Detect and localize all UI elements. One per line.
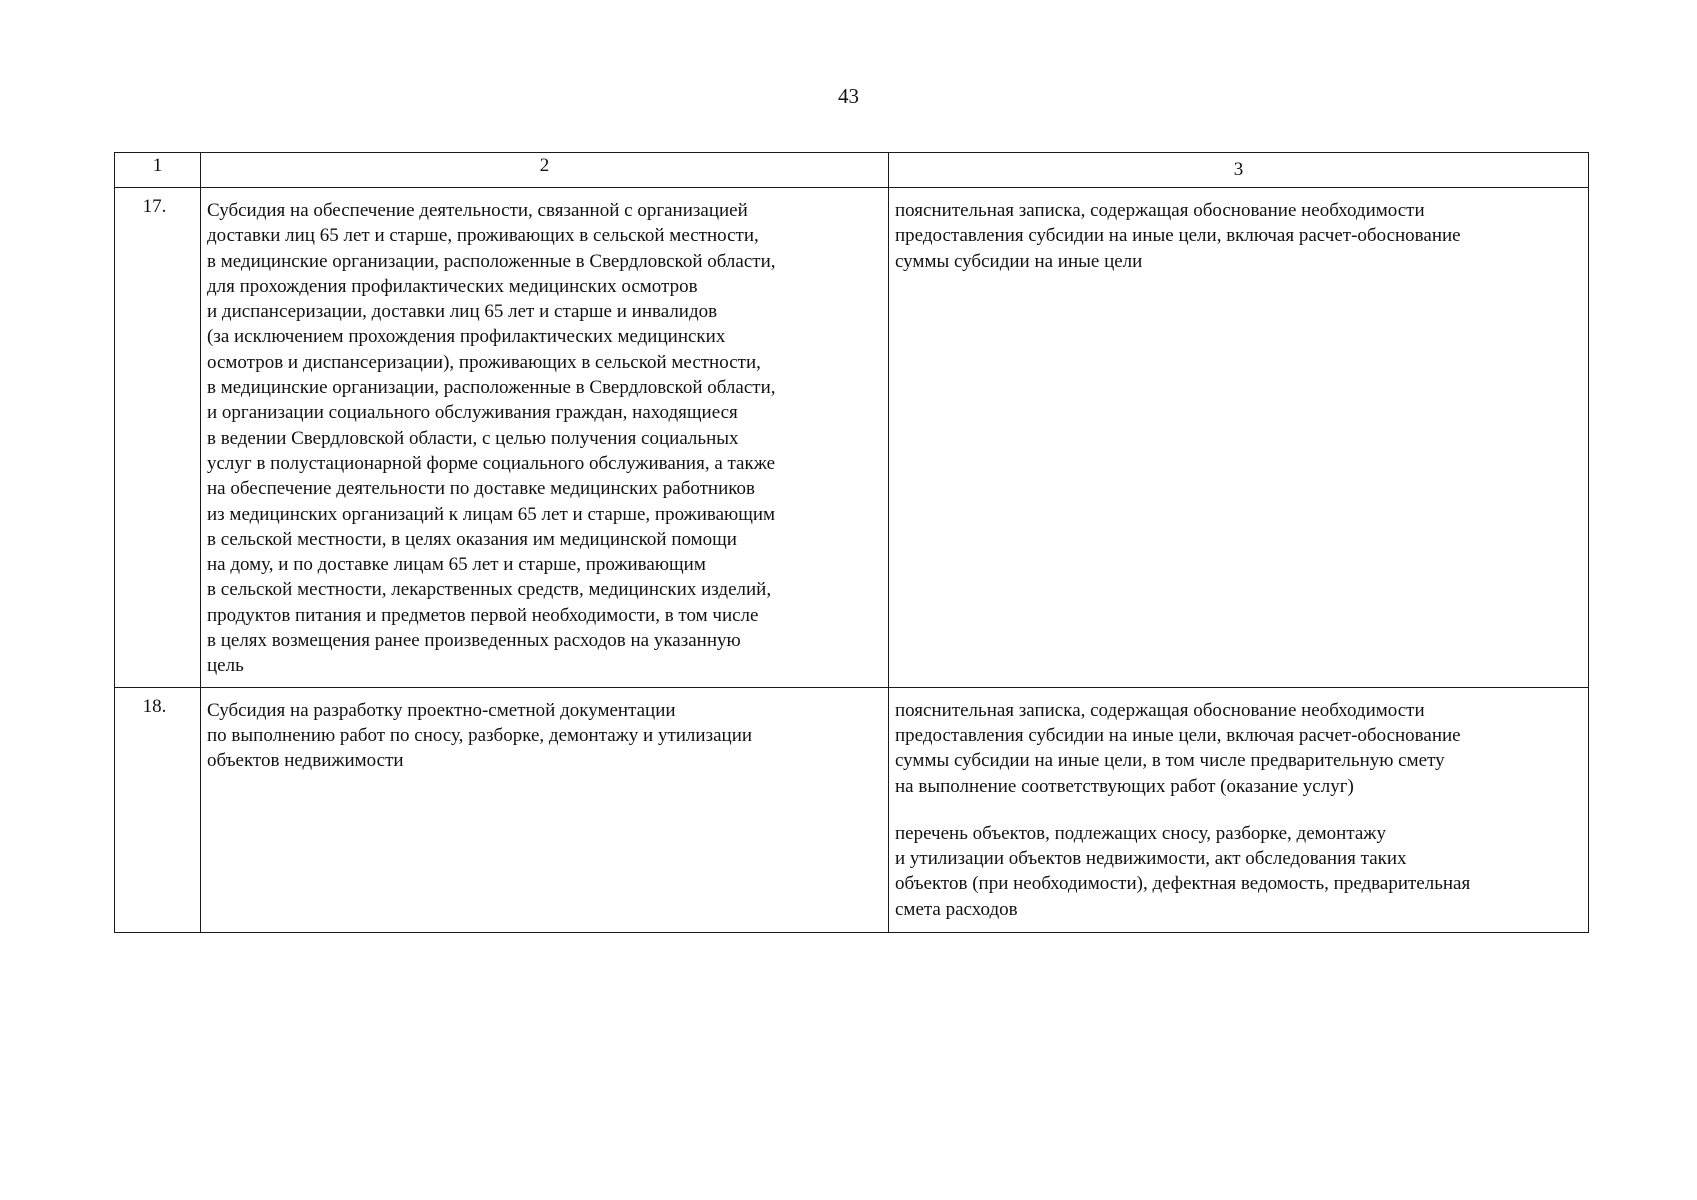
subsidy-description: Субсидия на разработку проектно-сметной документации по выполнению работ по сносу, разборке, демонтажу и утилизации объектов недвижимости bbox=[207, 699, 753, 772]
column-header-1: 1 bbox=[115, 153, 201, 188]
table-row bbox=[115, 687, 1589, 932]
required-document-text: пояснительная записка, содержащая обоснование необходимости предоставления субсидии на иные цели, включая расчет-обоснование суммы субсидии на иные цели bbox=[895, 200, 1461, 272]
required-document-text: пояснительная записка, содержащая обоснование необходимости предоставления субсидии на иные цели, включая расчет-обоснование суммы субсидии на иные цели, в том числе предварительную смету на выполнение соответствующих работ (оказание услуг) bbox=[895, 699, 1461, 797]
required-documents-cell bbox=[889, 188, 1589, 688]
required-documents-cell bbox=[889, 687, 1589, 932]
subsidy-description: Субсидия на обеспечение деятельности, связанной с организацией доставки лиц 65 лет и старше, проживающих в сельской местности, в медицинские организации, расположенные в Свердловской области, для прохождения профилактических медицинских осмотров и диспансеризации, доставки лиц 65 лет и старше и инвалидов (за исключением прохождения профилактических медицинских осмотров и диспансеризации), проживающих в сельской местности, в медицинские организации, расположенные в Свердловской области, и организации социального обслуживания граждан, находящиеся в ведении Свердловской области, с целью получения социальных услуг в полустационарной форме социального обслуживания, а также на обеспечение деятельности по доставке медицинских работников из медицинских организаций к лицам 65 лет и старше, проживающим в сельской местности, в целях оказания им медицинской помощи на дому, и по доставке лицам 65 лет и старше, проживающим в сельской местности, лекарственных средств, медицинских изделий, продуктов питания и предметов первой необходимости, в том числе в целях возмещения ранее произведенных расходов на указанную цель bbox=[207, 200, 776, 677]
subsidy-documents-table bbox=[114, 152, 1589, 933]
column-header-2: 2 bbox=[201, 153, 889, 188]
row-number-cell bbox=[115, 687, 201, 932]
subsidy-description-cell bbox=[201, 687, 889, 932]
table-row bbox=[115, 188, 1589, 688]
required-document-text: перечень объектов, подлежащих сносу, разборке, демонтажу и утилизации объектов недвижимости, акт обследования таких объектов (при необходимости), дефектная ведомость, предварительная смета расходов bbox=[895, 822, 1471, 920]
row-number: 18. bbox=[142, 695, 167, 717]
table-header-row bbox=[115, 153, 1589, 188]
row-number: 17. bbox=[142, 196, 167, 217]
page-number: 43 bbox=[838, 84, 859, 108]
row-number-cell bbox=[115, 188, 201, 688]
column-header-3: 3 bbox=[889, 153, 1589, 188]
paragraph-spacer bbox=[889, 799, 1588, 821]
subsidy-description-cell bbox=[201, 188, 889, 688]
